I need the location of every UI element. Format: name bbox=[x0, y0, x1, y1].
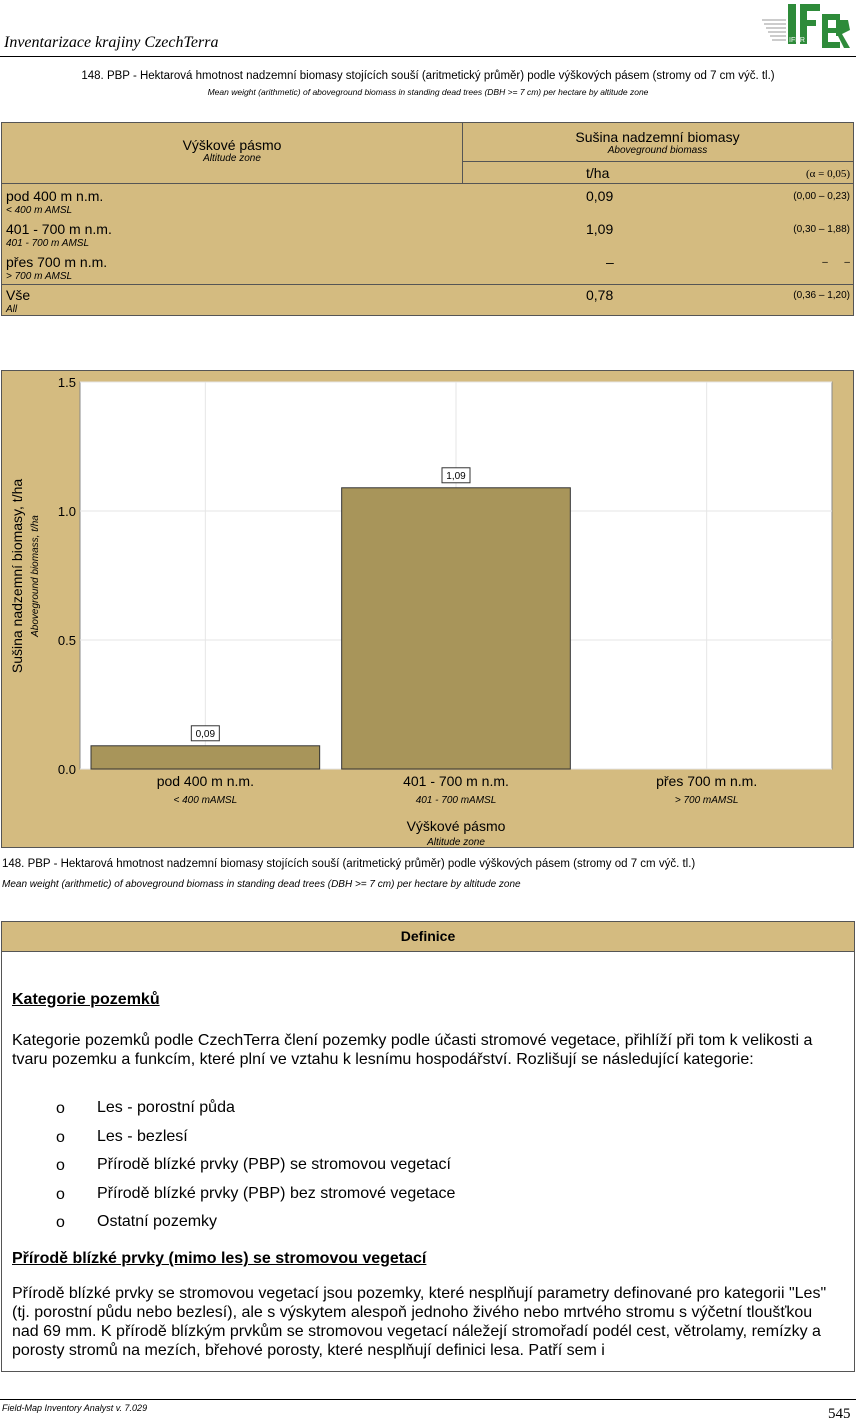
row-label: 401 - 700 m n.m. bbox=[6, 221, 112, 237]
row-value: 1,09 bbox=[586, 221, 614, 237]
definition-heading: Definice bbox=[2, 922, 854, 952]
logo-text: IFER bbox=[789, 37, 805, 44]
row-ci: (0,30 – 1,88) bbox=[793, 224, 850, 235]
row-sublabel: < 400 m AMSL bbox=[6, 205, 73, 216]
x-tick-label: 401 - 700 m n.m. bbox=[403, 773, 509, 789]
bar-chart bbox=[1, 370, 854, 848]
section-text-pbp: Přírodě blízké prvky se stromovou vegetací jsou pozemky, které nesplňují parametry definované pro kategorii "Les" (tj. porostní půdu nebo bezlesí), ale s výskytem alespoň jednoho živého nebo mrtvého stromu s výčetní tloušťkou nad 69 mm. K přírodě blízkým prvkům se stromovou vegetací náležejí stromořadí podél cest, větrolamy, remízky a porosty stromů na mezích, břehové porosty, které nesplňují definici lesa. Patří sem i bbox=[12, 1285, 827, 1359]
row-ci: (0,00 – 0,23) bbox=[793, 191, 850, 202]
bullet-icon: o bbox=[56, 1129, 65, 1146]
bullet-icon: o bbox=[56, 1214, 65, 1231]
bullet-icon: o bbox=[56, 1157, 65, 1174]
y-axis-title: Sušina nadzemní biomasy, t/ha bbox=[9, 478, 25, 674]
col-header-biomass bbox=[462, 129, 853, 156]
table-caption-cz: 148. PBP - Hektarová hmotnost nadzemní biomasy stojících souší (aritmetický průměr) podle výškových pásem (stromy od 7 cm výč. tl.) bbox=[81, 70, 775, 82]
page-number: 545 bbox=[828, 1406, 851, 1422]
y-axis-subtitle: Aboveground biomass, t/ha bbox=[30, 515, 41, 637]
alpha-label: (α = 0,05) bbox=[805, 168, 850, 180]
col-header-altitude-cz: Výškové pásmo bbox=[182, 137, 282, 153]
x-tick-label: pod 400 m n.m. bbox=[156, 773, 254, 789]
list-item: Ostatní pozemky bbox=[97, 1213, 218, 1230]
y-tick-label: 0.5 bbox=[57, 633, 76, 648]
chart-caption-en: Mean weight (arithmetic) of aboveground biomass in standing dead trees (DBH >= 7 cm) per hectare by altitude zone bbox=[2, 879, 521, 890]
section-title-land-categories: Kategorie pozemků bbox=[12, 991, 160, 1008]
list-item: Les - bezlesí bbox=[97, 1128, 188, 1145]
row-sublabel: 401 - 700 m AMSL bbox=[6, 238, 90, 249]
document-title: Inventarizace krajiny CzechTerra bbox=[4, 34, 219, 51]
x-tick-sublabel: < 400 mAMSL bbox=[173, 795, 238, 806]
footer-software: Field-Map Inventory Analyst v. 7.029 bbox=[2, 1403, 148, 1413]
col-header-altitude bbox=[2, 137, 462, 164]
x-tick-label: přes 700 m n.m. bbox=[656, 773, 758, 789]
row-sublabel: > 700 m AMSL bbox=[6, 271, 73, 282]
definition-box bbox=[1, 921, 855, 1372]
data-label: 0,09 bbox=[195, 728, 216, 740]
row-value: – bbox=[606, 254, 614, 270]
col-header-biomass-cz: Sušina nadzemní biomasy bbox=[575, 129, 740, 145]
row-label: přes 700 m n.m. bbox=[6, 254, 108, 270]
section-title-pbp: Přírodě blízké prvky (mimo les) se stromovou vegetací bbox=[12, 1250, 427, 1267]
x-axis-subtitle: Altitude zone bbox=[427, 837, 485, 847]
ifer-logo bbox=[760, 0, 852, 54]
row-ci: – – bbox=[822, 257, 850, 268]
total-ci: (0,36 – 1,20) bbox=[793, 290, 850, 301]
x-axis-title: Výškové pásmo bbox=[406, 818, 506, 834]
y-tick-label: 0.0 bbox=[57, 762, 76, 777]
y-tick-label: 1.0 bbox=[57, 504, 76, 519]
x-tick-sublabel: > 700 mAMSL bbox=[674, 795, 739, 806]
table-caption-en: Mean weight (arithmetic) of aboveground biomass in standing dead trees (DBH >= 7 cm) per hectare by altitude zone bbox=[207, 87, 649, 97]
col-header-altitude-en: Altitude zone bbox=[203, 153, 261, 164]
row-value: 0,09 bbox=[586, 188, 614, 204]
list-item: Přírodě blízké prvky (PBP) se stromovou vegetací bbox=[97, 1156, 451, 1173]
total-value: 0,78 bbox=[586, 287, 614, 303]
data-label: 1,09 bbox=[446, 470, 466, 482]
col-header-biomass-en: Aboveground biomass bbox=[607, 145, 708, 156]
bullet-icon: o bbox=[56, 1186, 65, 1203]
y-tick-label: 1.5 bbox=[57, 375, 76, 390]
x-tick-sublabel: 401 - 700 mAMSL bbox=[415, 795, 497, 806]
total-label: Vše bbox=[6, 287, 31, 303]
bar bbox=[91, 746, 320, 769]
list-item: Les - porostní půda bbox=[97, 1099, 235, 1116]
list-item: Přírodě blízké prvky (PBP) bez stromové vegetace bbox=[97, 1185, 456, 1202]
unit-label: t/ha bbox=[586, 165, 610, 181]
section-text-land-categories: Kategorie pozemků podle CzechTerra člení pozemky podle účasti stromové vegetace, přihlíží při tom k velikosti a tvaru pozemku a funkcím, které plní ve vztahu k lesnímu hospodářství. Rozlišují se následující kategorie: bbox=[12, 1032, 813, 1068]
header-divider bbox=[0, 56, 856, 57]
results-table bbox=[1, 122, 854, 316]
chart-caption-cz: 148. PBP - Hektarová hmotnost nadzemní biomasy stojících souší (aritmetický průměr) podle výškových pásem (stromy od 7 cm výč. tl.) bbox=[2, 858, 696, 870]
bullet-icon: o bbox=[56, 1100, 65, 1117]
chart-svg bbox=[2, 371, 853, 847]
total-sublabel: All bbox=[6, 304, 18, 315]
bar bbox=[342, 488, 571, 769]
row-label: pod 400 m n.m. bbox=[6, 188, 104, 204]
footer-divider bbox=[0, 1399, 856, 1400]
